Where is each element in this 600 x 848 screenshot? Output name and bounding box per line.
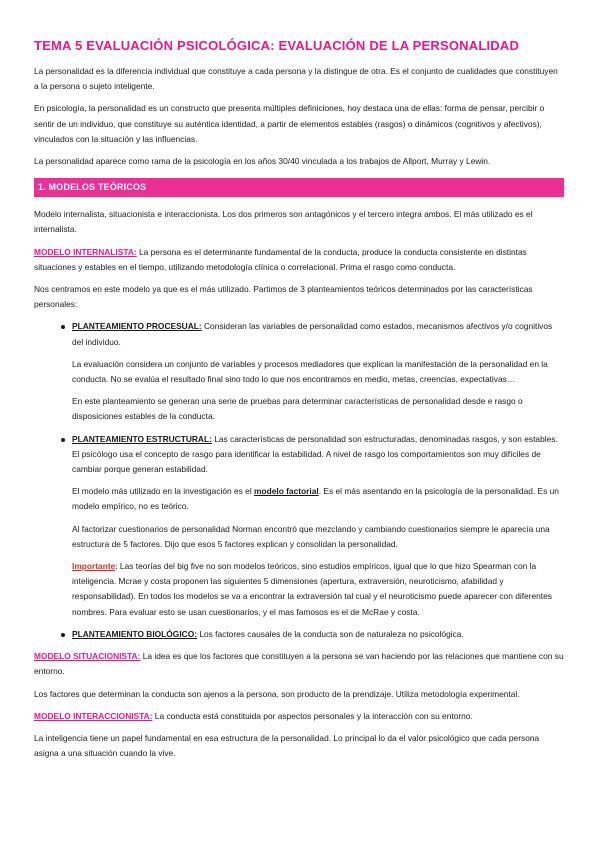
importante-label: Importante	[72, 561, 116, 572]
situacionista-text: La idea es que los factores que constituyen a la persona se van haciendo por las relaciones que mantiene con su entorno.	[34, 651, 564, 677]
importante-text: : Las teorías del big five no son modelos teóricos, sino estudios empíricos, igual que lo que hizo Spearman con la inteligencia. Mcrae y costa proponen las siguientes 5 dimensiones (apertura, extraversión, neuroticismo, afabilidad y responsabilidad). En todos los modelos se va a encontrar la extraversión tal cual y el neuroticismo puede aparecer con diferentes nombres. Para evaluar esto se usan cuestionarios, y el mas famosos es el de McRae y costa.	[72, 561, 552, 617]
internalista-label: MODELO INTERNALISTA:	[34, 246, 137, 257]
situacionista-label: MODELO SITUACIONISTA:	[34, 651, 141, 662]
bullet-icon	[61, 633, 65, 637]
section-heading-modelos-teoricos: 1. MODELOS TEÓRICOS	[34, 178, 564, 197]
planteamientos-intro-paragraph: Nos centramos en este modelo ya que es el más utilizado. Partimos de 3 planteamientos teóricos determinados por las características personales:	[34, 284, 533, 310]
situacionista-paragraph	[34, 649, 564, 679]
models-overview-paragraph: Modelo internalista, situacionista e interaccionista. Los dos primeros son antagónicos y el tercero integra ambos. El más utilizado es el internalista.	[34, 209, 533, 235]
intro-paragraph-3: La personalidad aparece como rama de la psicología en los años 30/40 vinculada a los trabajos de Allport, Murray y Lewin.	[34, 156, 491, 167]
internalista-text: La persona es el determinante fundamental de la conducta, produce la conducta consistente en distintas situaciones y estables en el tiempo, utilizando metodología clínica o correlacional. Prima el rasgo como conducta.	[34, 246, 527, 272]
intro-paragraph-1: La personalidad es la diferencia individual que constituye a cada persona y la distingue de otra. Es el conjunto de cualidades que constituyen a la persona o sujeto inteligente.	[34, 66, 558, 92]
bullet-icon	[61, 438, 65, 442]
norman-paragraph: Al factorizar cuestionarios de personalidad Norman encontró que mezclando y cambiando cuestionarios siempre le aparecía una estructura de 5 factores. Dijo que esos 5 factores explican y consolidan la personalidad.	[72, 523, 550, 549]
internalista-paragraph	[34, 245, 564, 275]
planteamientos-list	[34, 319, 564, 349]
list-item-estructural	[34, 432, 564, 478]
biologico-label: PLANTEAMIENTO BIOLÓGICO:	[72, 628, 198, 639]
page-title: TEMA 5 EVALUACIÓN PSICOLÓGICA: EVALUACIÓN DE LA PERSONALIDAD	[34, 38, 520, 53]
procesual-paragraph-2: La evaluación considera un conjunto de variables y procesos mediadores que explican la manifestación de la personalidad en la conducta. No se evalúa el resultado final sino todo lo que nos encontramos en medio, metas, creencias, expectativas…	[72, 358, 548, 385]
list-item-procesual	[34, 319, 564, 349]
bullet-icon	[61, 325, 65, 329]
estructural-label: PLANTEAMIENTO ESTRUCTURAL:	[72, 433, 212, 444]
procesual-text: Consideran las variables de personalidad como estados, mecanismos afectivos y/o cognitivos del individuo.	[72, 321, 553, 347]
interaccionista-label: MODELO INTERACCIONISTA:	[34, 710, 153, 721]
factorial-label: modelo factorial	[254, 486, 319, 497]
list-item-biologico	[34, 627, 564, 642]
estructural-text: Las características de personalidad son estructuradas, denominadas rasgos, y son estables. El psicólogo usa el concepto de rasgo para identificar la estabilidad. A nivel de rasgo los comportamientos son muy difíciles de cambiar porque generan estabilidad.	[72, 433, 558, 475]
procesual-label: PLANTEAMIENTO PROCESUAL:	[72, 321, 202, 332]
intro-paragraph-2: En psicología, la personalidad es un constructo que presenta múltiples definiciones, hoy destaca una de ellas: forma de pensar, percibir o sentir de un individuo, que constituye su auténtica identidad, a partir de elementos estables (rasgos) o dinámicos (cognitivos y afectivos), vinculados con la situación y las influencias.	[34, 103, 545, 144]
interaccionista-paragraph	[34, 709, 564, 724]
biologico-text: Los factores causales de la conducta son de naturaleza no psicológica.	[197, 628, 464, 639]
situacionista-paragraph-2: Los factores que determinan la conducta son ajenos a la persona, son producto de la prendizaje. Utiliza metodología experimental.	[34, 688, 520, 699]
importante-paragraph	[34, 559, 564, 620]
interaccionista-text: La conducta está constituida por aspectos personales y la interacción con su entorno.	[152, 710, 473, 721]
inteligencia-paragraph: La inteligencia tiene un papel fundamental en esa estructura de la personalidad. Lo principal lo da el valor psicológico que cada persona asigna a una situación cuando la vive.	[34, 732, 540, 759]
factorial-paragraph: El modelo más utilizado en la investigación es el modelo factorial. Es el más asentando en la psicología de la personalidad. Es un modelo empírico, no es teórico.	[72, 486, 559, 512]
procesual-paragraph-3: En este planteamiento se generan una serie de pruebas para determinar características de personalidad desde e rasgo o disposiciones estables de la conducta.	[72, 396, 523, 422]
